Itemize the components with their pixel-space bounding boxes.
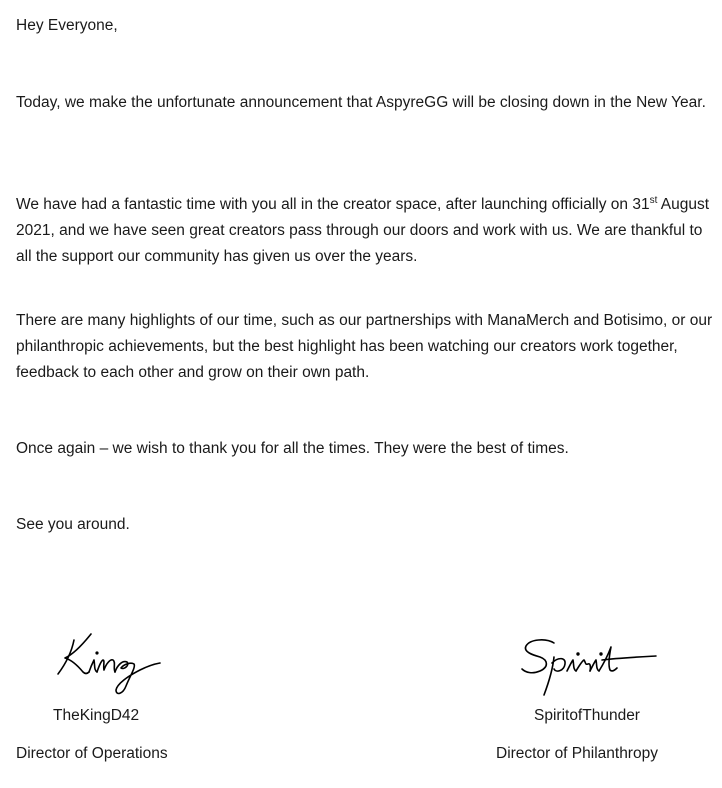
signature-king-image xyxy=(50,626,165,698)
paragraph-highlights: There are many highlights of our time, such as our partnerships with ManaMerch and Botisimo, or our philanthropic achievements, but the best highlight has been watching our creators work together, feedback to each other and grow on their own path. xyxy=(16,312,713,381)
history-text-start: We have had a fantastic time with you all in the creator space, after launching officially on 31 xyxy=(16,196,650,213)
history-text-end: August 2021, and we have seen great creators pass through our doors and work with us. We are thankful to all the support our community has given us over the years. xyxy=(16,196,710,265)
paragraph-history xyxy=(16,192,716,270)
signatory-title-left: Director of Operations xyxy=(16,745,168,762)
signatory-name-right: SpiritofThunder xyxy=(534,707,640,724)
date-ordinal-suffix: st xyxy=(649,194,658,206)
paragraph-announcement: Today, we make the unfortunate announcement that AspyreGG will be closing down in the New Year. xyxy=(16,94,706,111)
greeting: Hey Everyone, xyxy=(16,17,118,34)
signatory-title-right: Director of Philanthropy xyxy=(496,745,658,762)
signatory-name-left: TheKingD42 xyxy=(53,707,140,724)
closing-line: See you around. xyxy=(16,516,130,533)
paragraph-thanks: Once again – we wish to thank you for all the times. They were the best of times. xyxy=(16,440,569,457)
signature-spirit-image xyxy=(518,633,663,701)
